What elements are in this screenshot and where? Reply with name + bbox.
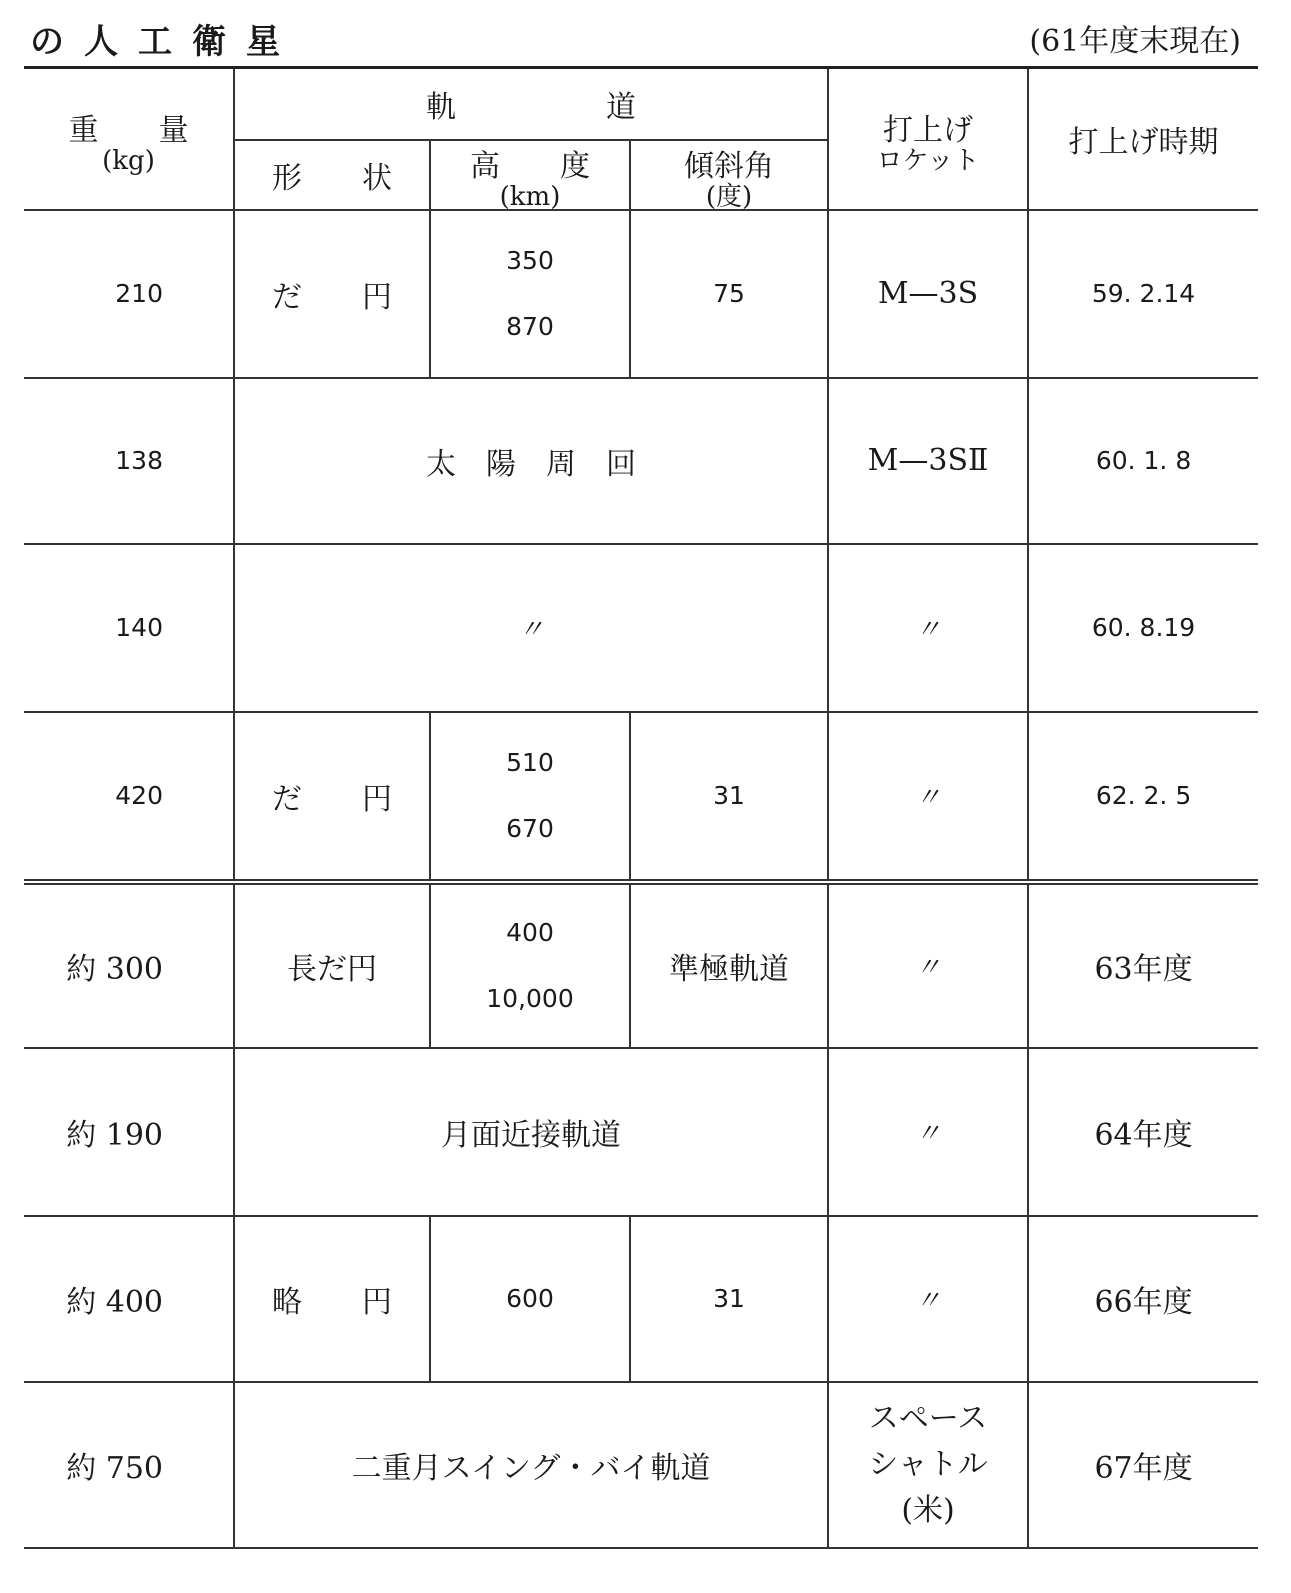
shape-cell: 長だ円 (234, 882, 430, 1048)
rocket-cell: スペース シャトル (米) (828, 1382, 1028, 1548)
rocket-cell: 〃 (828, 712, 1028, 882)
table-row (24, 882, 1258, 1048)
weight-cell: 210 (24, 210, 234, 378)
orbit-merged-cell: 太 陽 周 回 (234, 378, 828, 544)
rocket-cell: M—3SⅡ (828, 378, 1028, 544)
page-title: の人工衛星 (30, 22, 300, 62)
weight-cell: 約 300 (24, 882, 234, 1048)
launch-cell: 59. 2.14 (1028, 210, 1258, 378)
rocket-cell: 〃 (828, 544, 1028, 712)
launch-cell: 67年度 (1028, 1382, 1258, 1548)
inclination-cell: 75 (630, 210, 828, 378)
launch-header: 打上げ時期 (1028, 68, 1258, 210)
shape-cell: だ 円 (234, 210, 430, 378)
rocket-cell: 〃 (828, 1048, 1028, 1216)
orbit-merged-cell: 〃 (234, 544, 828, 712)
weight-cell: 420 (24, 712, 234, 882)
shape-header: 形 状 (234, 140, 430, 210)
shape-cell: だ 円 (234, 712, 430, 882)
altitude-cell: 510 670 (430, 712, 630, 882)
launch-cell: 64年度 (1028, 1048, 1258, 1216)
altitude-cell: 350 870 (430, 210, 630, 378)
table-row (24, 544, 1258, 712)
altitude-cell: 400 10,000 (430, 882, 630, 1048)
table-row (24, 1048, 1258, 1216)
table-row (24, 210, 1258, 378)
launch-cell: 60. 8.19 (1028, 544, 1258, 712)
launch-cell: 60. 1. 8 (1028, 378, 1258, 544)
as-of-note: (61年度末現在) (1029, 24, 1241, 59)
weight-cell: 約 400 (24, 1216, 234, 1382)
weight-cell: 約 190 (24, 1048, 234, 1216)
weight-cell: 138 (24, 378, 234, 544)
launch-cell: 63年度 (1028, 882, 1258, 1048)
rocket-cell: 〃 (828, 1216, 1028, 1382)
orbit-header: 軌 道 (234, 68, 828, 140)
weight-cell: 140 (24, 544, 234, 712)
orbit-merged-cell: 月面近接軌道 (234, 1048, 828, 1216)
satellite-table (24, 66, 1258, 1549)
shape-cell: 略 円 (234, 1216, 430, 1382)
inclination-header: 傾斜角 (度) (630, 140, 828, 210)
inclination-cell: 31 (630, 1216, 828, 1382)
inclination-cell: 31 (630, 712, 828, 882)
launch-cell: 66年度 (1028, 1216, 1258, 1382)
table-row (24, 1382, 1258, 1548)
weight-cell: 約 750 (24, 1382, 234, 1548)
launch-cell: 62. 2. 5 (1028, 712, 1258, 882)
altitude-header: 高 度 (km) (430, 140, 630, 210)
rocket-cell: 〃 (828, 882, 1028, 1048)
weight-header: 重 量 (kg) (24, 68, 234, 210)
table-row (24, 1216, 1258, 1382)
altitude-cell: 600 (430, 1216, 630, 1382)
inclination-cell: 準極軌道 (630, 882, 828, 1048)
rocket-header: 打上げ ロケット (828, 68, 1028, 210)
table-row (24, 712, 1258, 882)
orbit-merged-cell: 二重月スイング・バイ軌道 (234, 1382, 828, 1548)
rocket-cell: M—3S (828, 210, 1028, 378)
table-row (24, 378, 1258, 544)
